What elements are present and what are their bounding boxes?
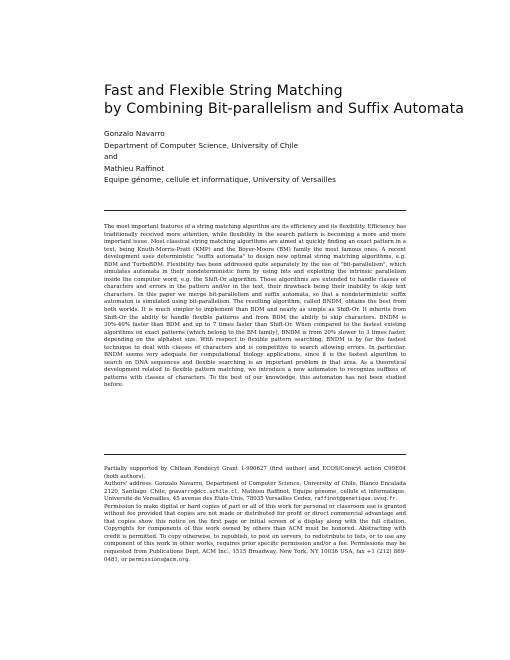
author-email-2: raffinot@genetique.uvsq.fr bbox=[314, 496, 396, 503]
paper-title bbox=[104, 82, 484, 118]
address-note bbox=[104, 481, 406, 504]
author-email-1: gnavarro@dcc.uchile.cl bbox=[168, 488, 238, 495]
author-block bbox=[104, 128, 464, 186]
permission-text: Permission to make digital or hard copies of part or all of this work for personal or classroom use is granted without fee provided that copies are not made or distributed for profit or direct commercial advantage and that copies show this notice on the first page or initial screen of a display along with the full citation. Copyrights for components of this work owned by others than ACM must be honored. Abstracting with credit is permitted. To copy otherwise, to republish, to post on servers, to redistribute to lists, or to use any component of this work in other works, requires prior specific permission and/or a fee. Permissions may be requested from Publications Dept, ACM Inc., 1515 Broadway, New York, NY 10036 USA, fax +1 (212) 869-0481, or bbox=[104, 503, 406, 563]
permission-email: permissions@acm.org bbox=[128, 556, 189, 563]
footnote-rule bbox=[104, 454, 406, 455]
address-text-end: . bbox=[395, 496, 398, 503]
permission-note bbox=[104, 504, 406, 564]
author-name-2: Mathieu Raffinot bbox=[104, 163, 165, 173]
footnotes bbox=[104, 466, 406, 564]
author-affiliation-2: Equipe génome, cellule et informatique, University of Versailles bbox=[104, 175, 336, 184]
funding-text: Partially supported by Chilean Fondecyt Grant 1-990627 (first author) and ECOS/Conicyt action C99E04 (both authors). bbox=[104, 466, 406, 480]
title-line-2: by Combining Bit-parallelism and Suffix Automata bbox=[104, 101, 465, 117]
author-affiliation-1: Department of Computer Science, University of Chile bbox=[104, 140, 299, 150]
address-text-start: Authors' address: Gonzalo Navarro, Department of Computer Science, University of Chile, Blanco Encalada 2120, Santiago, Chile, bbox=[104, 481, 406, 495]
abstract-top-rule bbox=[104, 210, 406, 211]
funding-note bbox=[104, 466, 406, 481]
title-line-1: Fast and Flexible String Matching bbox=[104, 83, 343, 99]
permission-text-end: . bbox=[188, 556, 190, 563]
address-text-middle: . Mathieu Raffinot, Equipe génome, cellule et informatique, Université de Versailles, 45 avenue des Etats-Unis, 78035 Versailles Cedex, bbox=[104, 488, 406, 503]
author-name-1: Gonzalo Navarro bbox=[104, 129, 165, 138]
abstract-text: The most important features of a string matching algorithm are its efficiency and its flexibility. Efficiency has traditionally received more attention, while flexibility in the search pattern is becoming a more and more important issue. Most classical string matching algorithms are aimed at quickly finding an exact pattern in a text, being Knuth-Morris-Pratt (KMP) and the Boyer-Moore (BM) family the most famous ones. A recent development uses deterministic "suffix automata" to design new optimal string matching algorithms, e.g. BDM and TurboBDM. Flexibility has been addressed quite separately by the use of "bit-parallelism", which simulates automata in their nondeterministic form by using bits and exploiting the intrinsic parallelism inside the computer word, e.g. the Shift-Or algorithm. Those algorithms are extended to handle classes of characters and errors in the pattern and/or in the text, their drawback being their inability to skip text characters. In this paper we merge bit-parallelism and suffix automata, so that a nondeterministic suffix automaton is simulated using bit-parallelism. The resulting algorithm, called BNDM, obtains the best from both worlds. It is much simpler to implement than BDM and nearly as simple as Shift-Or. It inherits from Shift-Or the ability to handle flexible patterns and from BDM the ability to skip characters. BNDM is 30%-40% faster than BDM and up to 7 times faster than Shift-Or. When compared to the fastest existing algorithms on exact patterns (which belong to the BM family), BNDM is from 20% slower to 3 times faster, depending on the alphabet size. With respect to flexible pattern searching, BNDM is by far the fastest technique to deal with classes of characters and is competitive to search allowing errors. In particular, BNDM seems very adequate for computational biology applications, since it is the fastest algorithm to search on DNA sequences and flexible searching is an important problem in that area. As a theoretical development related to flexible pattern matching, we introduce a new automaton to recognize suffixes of patterns with classes of characters. To the best of our knowledge, this automaton has not been studied before. bbox=[104, 224, 406, 389]
author-conjunction: and bbox=[104, 152, 118, 161]
